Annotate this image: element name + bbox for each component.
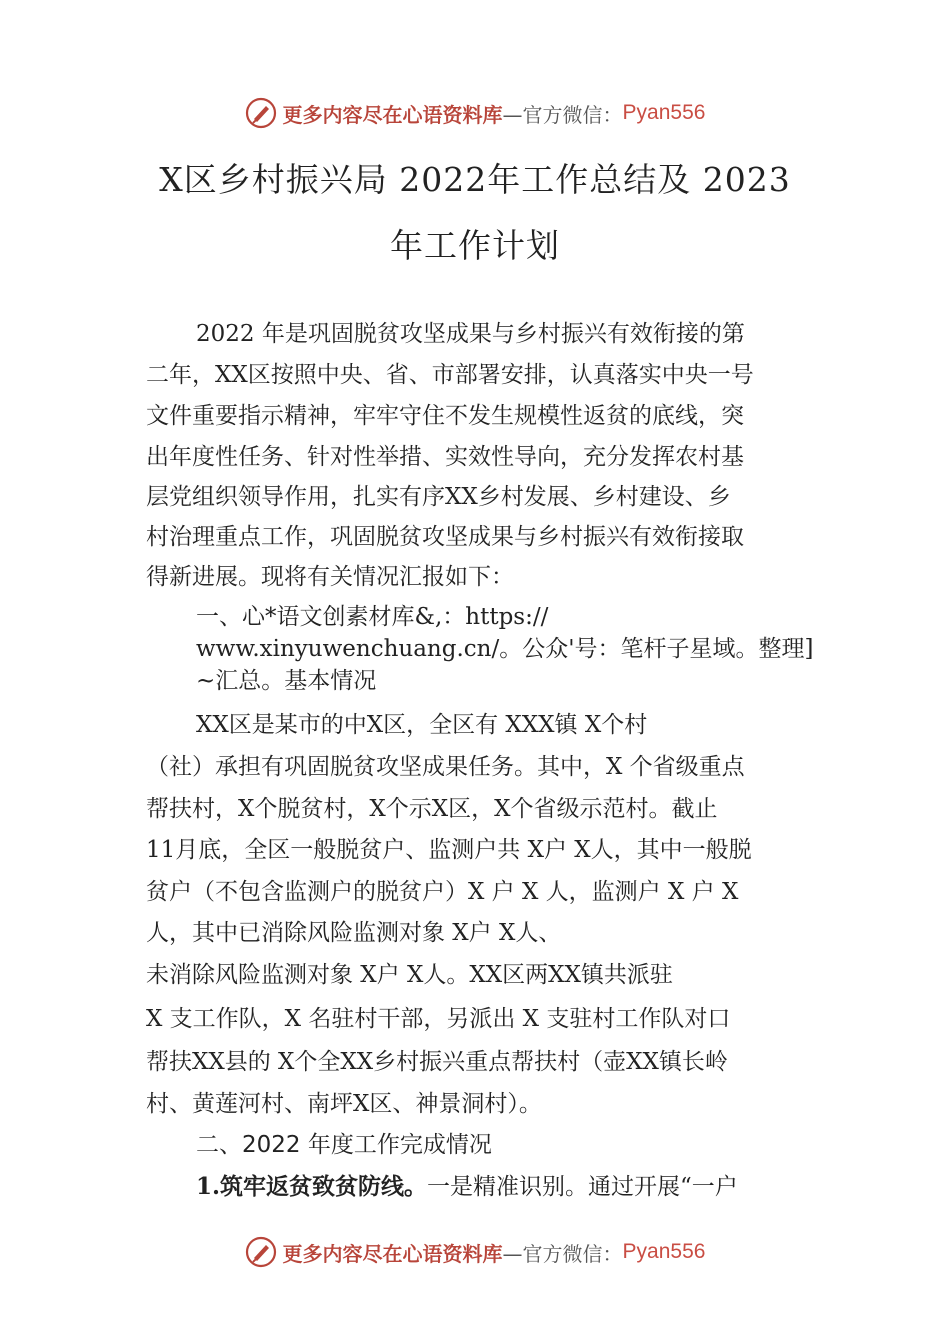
- paragraph-line-last: [196, 1168, 738, 1201]
- paragraph-line: 二年，XX区按照中央、省、市部署安排，认真落实中央一号: [146, 362, 754, 388]
- paragraph-line: X 支工作队，X 名驻村干部，另派出 X 支驻村工作队对口: [146, 1006, 731, 1032]
- watermark-wechat-id: Pyan556: [622, 101, 706, 124]
- paragraph-line: 文件重要指示精神，牢牢守住不发生规模性返贫的底线，突: [146, 403, 744, 429]
- paragraph-line: XX区是某市的中X区，全区有 XXX镇 X个村: [196, 712, 648, 738]
- paragraph-line: 人，其中已消除风险监测对象 X户 X人、: [146, 920, 562, 946]
- paragraph-line: 帮扶村，X个脱贫村，X个示X区，X个省级示范村。截止: [146, 796, 718, 822]
- pen-seal-icon: [245, 97, 277, 129]
- subsection-heading: 1.筑牢返贫致贫防线。: [196, 1173, 428, 1200]
- section-heading-2: 二、2022 年度工作完成情况: [196, 1132, 492, 1158]
- watermark-separator: —官方微信：: [502, 1241, 623, 1266]
- paragraph-line: 11月底，全区一般脱贫户、监测户共 X户 X人，其中一般脱: [146, 837, 752, 863]
- watermark-header: [0, 95, 950, 131]
- paragraph-line: 层党组织领导作用，扎实有序XX乡村发展、乡村建设、乡: [146, 484, 731, 510]
- watermark-text: 更多内容尽在心语资料库: [282, 1241, 503, 1266]
- document-title-line-2: 年工作计划: [390, 226, 560, 265]
- section-heading-line: ~汇总。基本情况: [196, 668, 377, 694]
- watermark-wechat-id: Pyan556: [622, 1240, 706, 1263]
- watermark-text: 更多内容尽在心语资料库: [282, 102, 503, 127]
- paragraph-line: （社）承担有巩固脱贫攻坚成果任务。其中，X 个省级重点: [146, 754, 745, 780]
- watermark-footer: [0, 1234, 950, 1270]
- section-heading-line: 一、心*语文创素材库&,：https://: [196, 604, 549, 630]
- document-title-line-1: X区乡村振兴局 2022年工作总结及 2023: [159, 160, 791, 199]
- watermark-separator: —官方微信：: [502, 102, 623, 127]
- section-heading-line: www.xinyuwenchuang.cn/。公众'号：笔杆子星域。整理]: [196, 636, 814, 662]
- paragraph-line: 帮扶XX县的 X个全XX乡村振兴重点帮扶村（壶XX镇长岭: [146, 1049, 728, 1075]
- paragraph-line: 2022 年是巩固脱贫攻坚成果与乡村振兴有效衔接的第: [196, 321, 745, 347]
- paragraph-text: 一是精准识别。通过开展“一户: [427, 1174, 738, 1200]
- paragraph-line: 贫户（不包含监测户的脱贫户）X 户 X 人，监测户 X 户 X: [146, 879, 739, 905]
- paragraph-line: 出年度性任务、针对性举措、实效性导向，充分发挥农村基: [146, 444, 744, 470]
- pen-seal-icon: [245, 1236, 277, 1268]
- paragraph-line: 村、黄莲河村、南坪X区、神景洞村）。: [146, 1091, 542, 1117]
- paragraph-line: 得新进展。现将有关情况汇报如下：: [146, 564, 514, 590]
- paragraph-line: 村治理重点工作，巩固脱贫攻坚成果与乡村振兴有效衔接取: [146, 524, 744, 550]
- paragraph-line: 未消除风险监测对象 X户 X人。XX区两XX镇共派驻: [146, 962, 673, 988]
